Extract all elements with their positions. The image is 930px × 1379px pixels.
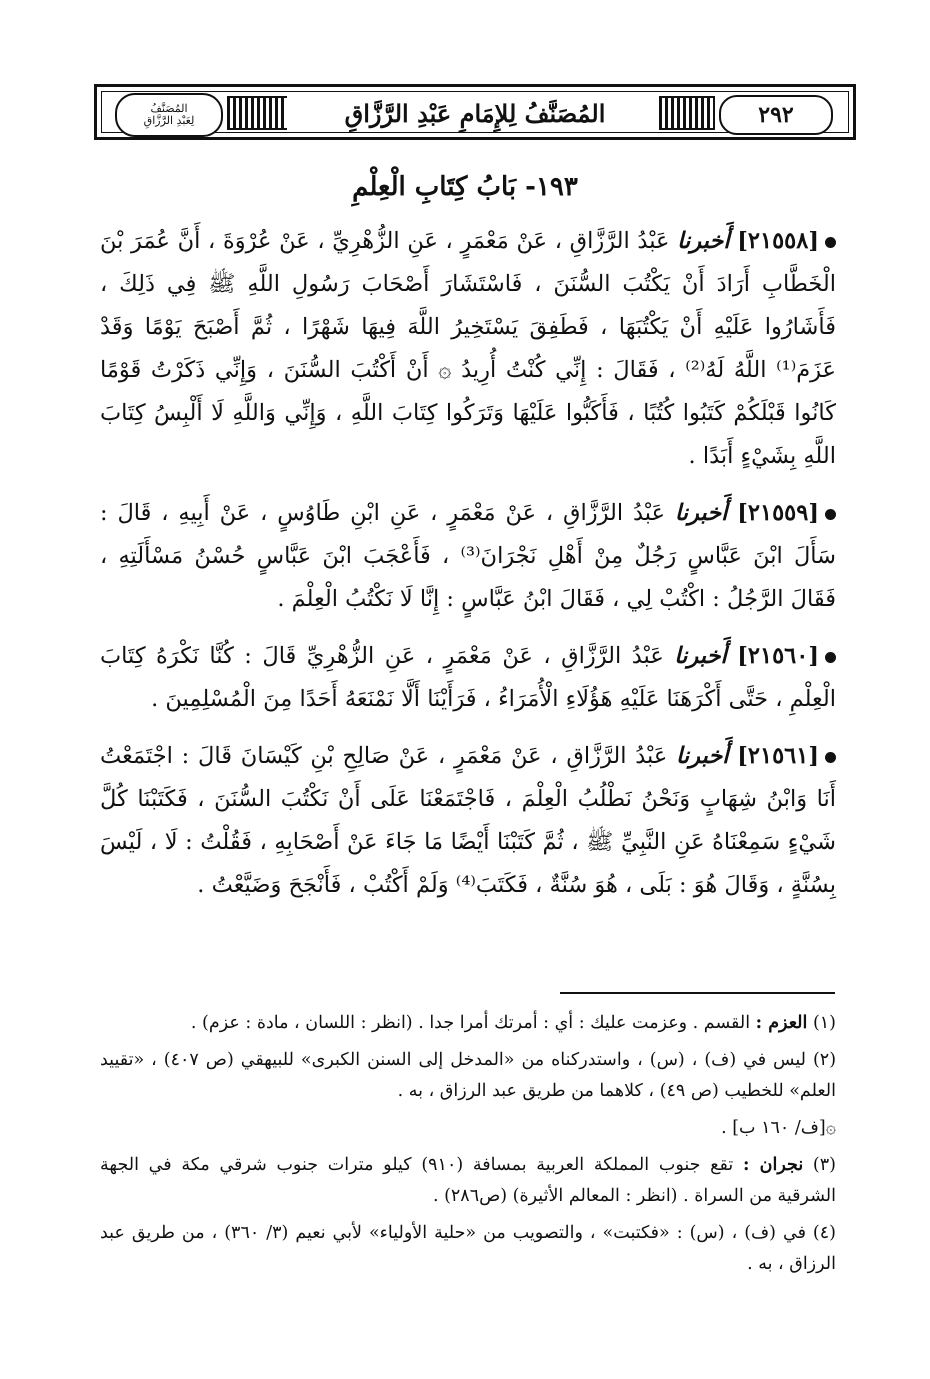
- hadith-text: عَبْدُ الرَّزَّاقِ ، عَنْ مَعْمَرٍ ، عَنْ صَالِحِ بْنِ كَيْسَانَ قَالَ : اجْتَمَعْتُ أَنَا وَابْنُ شِهَابٍ وَنَحْنُ نَطْلُبُ الْعِلْمَ ، فَاجْتَمَعْنَا عَلَى أَنْ نَكْتُبَ السُّنَنَ ، فَكَتَبْنَا كُلَّ شَيْءٍ سَمِعْنَاهُ عَنِ النَّبِيِّ ﷺ ، ثُمَّ كَتَبْنَا أَيْضًا مَا جَاءَ عَنْ أَصْحَابِهِ ، فَقُلْتُ : لَا ، لَيْسَ بِسُنَّةٍ ، وَقَالَ هُوَ : بَلَى ، هُوَ سُنَّةٌ ، فَكَتَبَ⁽⁴⁾ وَلَمْ أَكْتُبْ ، فَأَنْجَحَ وَضَيَّعْتُ .: [100, 743, 836, 898]
- footnote: [100, 1218, 836, 1280]
- bullet-icon: [825, 237, 836, 248]
- running-header: [94, 84, 856, 140]
- narrator-phrase: أَخبرنا: [676, 743, 729, 769]
- footnote-mark: ۞: [825, 1118, 836, 1138]
- footnote: [100, 1045, 836, 1107]
- hadith-paragraph: [100, 220, 836, 478]
- footnote: [100, 1008, 836, 1039]
- hadith-number: [٢١٥٦٠]: [737, 643, 819, 669]
- narrator-phrase: أَخبرنا: [677, 228, 730, 254]
- hadith-text: عَبْدُ الرَّزَّاقِ ، عَنْ مَعْمَرٍ ، عَنِ ابْنِ طَاوُسٍ ، عَنْ أَبِيهِ ، قَالَ : سَأَلَ ابْنَ عَبَّاسٍ رَجُلٌ مِنْ أَهْلِ نَجْرَانَ⁽³⁾ ، فَأَعْجَبَ ابْنَ عَبَّاسٍ حُسْنُ مَسْأَلَتِهِ ، فَقَالَ الرَّجُلُ : اكْتُبْ لِي ، فَقَالَ ابْنُ عَبَّاسٍ : إِنَّا لَا نَكْتُبُ الْعِلْمَ .: [100, 500, 837, 612]
- footnote: [100, 1113, 836, 1144]
- footnote-mark: (٣): [812, 1155, 836, 1175]
- hadith-number: [٢١٥٦١]: [737, 743, 820, 769]
- hadith-text: عَبْدُ الرَّزَّاقِ ، عَنْ مَعْمَرٍ ، عَنِ الزُّهْرِيِّ قَالَ : كُنَّا نَكْرَهُ كِتَابَ الْعِلْمِ ، حَتَّى أَكْرَهَنَا عَلَيْهِ هَؤُلَاءِ الْأُمَرَاءُ ، فَرَأَيْنَا أَلَّا نَمْنَعَهُ أَحَدًا مِنَ الْمُسْلِمِينَ .: [100, 643, 836, 712]
- footnote-text: تقع جنوب المملكة العربية بمسافة (٩١٠) كيلو مترات جنوب شرقي مكة في الجهة الشرقية من السراة . (انظر : المعالم الأثيرة) (ص٢٨٦) .: [100, 1155, 836, 1206]
- bullet-icon: [825, 652, 836, 663]
- hadith-paragraph: [100, 635, 836, 721]
- hadith-text: عَبْدُ الرَّزَّاقِ ، عَنْ مَعْمَرٍ ، عَنِ الزُّهْرِيِّ ، عَنْ عُرْوَةَ ، أَنَّ عُمَرَ بْنَ الْخَطَّابِ أَرَادَ أَنْ يَكْتُبَ السُّنَنَ ، فَاسْتَشَارَ أَصْحَابَ رَسُولِ اللَّهِ ﷺ فِي ذَلِكَ ، فَأَشَارُوا عَلَيْهِ أَنْ يَكْتُبَهَا ، فَطَفِقَ يَسْتَخِيرُ اللَّهَ فِيهَا شَهْرًا ، ثُمَّ أَصْبَحَ يَوْمًا وَقَدْ عَزَمَ⁽¹⁾ اللَّهُ لَهُ⁽²⁾ ، فَقَالَ : إِنِّي كُنْتُ أُرِيدُ ۞ أَنْ أَكْتُبَ السُّنَنَ ، وَإِنِّي ذَكَرْتُ قَوْمًا كَانُوا قَبْلَكُمْ كَتَبُوا كُتُبًا ، فَأَكَبُّوا عَلَيْهَا وَتَرَكُوا كِتَابَ اللَّهِ ، وَإِنِّي وَاللَّهِ لَا أَلْبِسُ كِتَابَ اللَّهِ بِشَيْءٍ أَبَدًا .: [100, 228, 836, 469]
- footnote-mark: (٢): [812, 1050, 837, 1070]
- footnote: [100, 1150, 836, 1212]
- footnote-text: القسم . وعزمت عليك : أي : أمرتك أمرا جدا . (انظر : اللسان ، مادة : عزم) .: [190, 1013, 756, 1033]
- hadith-number: [٢١٥٥٨]: [737, 228, 819, 254]
- hadith-paragraph: [100, 492, 836, 621]
- bullet-icon: [825, 752, 836, 763]
- footnote-text: [ف/ ١٦٠ ب] .: [721, 1118, 826, 1138]
- footnote-mark: (١): [812, 1013, 836, 1033]
- footnote-text: في (ف) ، (س) : «فكتبت» ، والتصويب من «حلية الأولياء» لأبي نعيم (٣/ ٣٦٠) ، من طريق عبد الرزاق ، به .: [100, 1223, 836, 1274]
- chapter-title: ١٩٣- بَابُ كِتَابِ الْعِلْمِ: [352, 172, 578, 202]
- bullet-icon: [825, 509, 836, 520]
- main-text: [100, 220, 836, 921]
- header-title: المُصَنَّفُ لِلإِمَامِ عَبْدِ الرَّزَّاقِ: [344, 98, 606, 128]
- header-ornament-right: [659, 93, 715, 133]
- footnote-term: نجران :: [742, 1155, 804, 1175]
- header-ornament-left: [227, 93, 287, 133]
- footnote-text: ليس في (ف) ، (س) ، واستدركناه من «المدخل إلى السنن الكبرى» للبيهقي (ص ٤٠٧) ، «تقييد العلم» للخطيب (ص ٤٩) ، كلاهما من طريق عبد الرزاق ، به .: [100, 1050, 836, 1101]
- footnote-mark: (٤): [812, 1223, 836, 1243]
- narrator-phrase: أَخبرنا: [674, 500, 728, 526]
- page-number: ٢٩٢: [719, 95, 833, 135]
- footnote-divider: [560, 992, 835, 994]
- hadith-paragraph: [100, 735, 836, 907]
- footnotes: [100, 1008, 836, 1286]
- hadith-number: [٢١٥٥٩]: [737, 500, 819, 526]
- footnote-term: العزم :: [755, 1013, 808, 1033]
- narrator-phrase: أَخبرنا: [674, 643, 727, 669]
- book-seal-logo: المُصَنَّفُ لِعَبْدِ الرَّزَّاقِ: [115, 93, 223, 137]
